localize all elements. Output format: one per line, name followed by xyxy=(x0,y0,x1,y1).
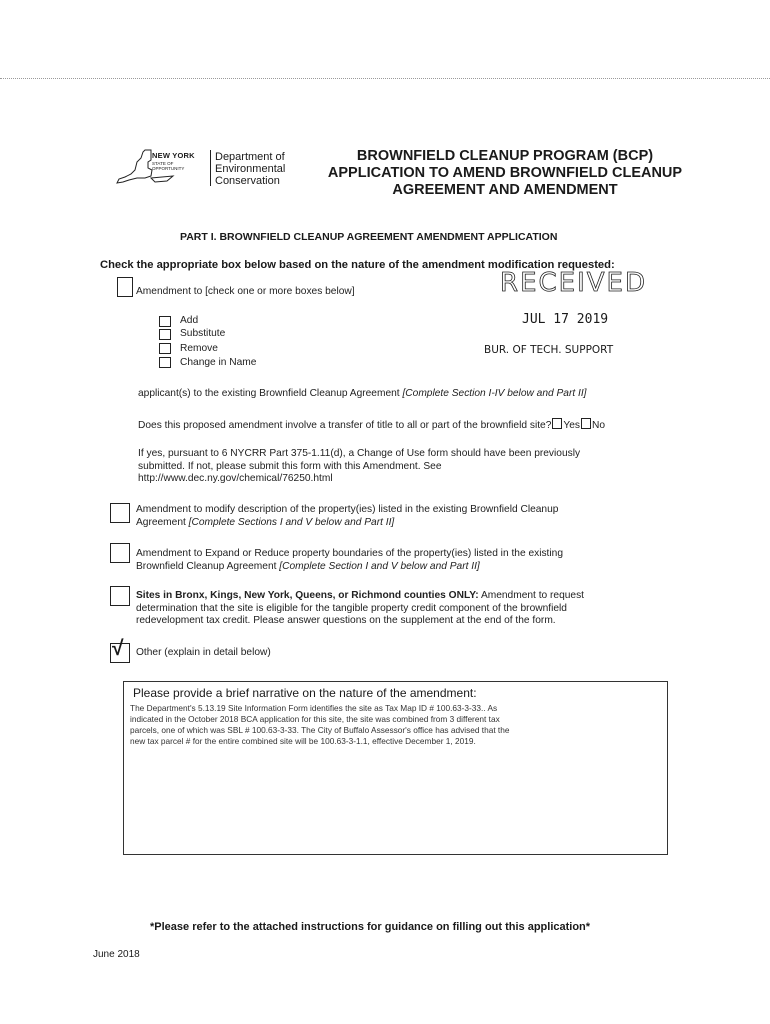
substitute-label: Substitute xyxy=(180,328,226,339)
if-yes-line2: submitted. If not, please submit this form with this Amendment. See xyxy=(138,460,442,472)
remove-checkbox[interactable] xyxy=(159,343,171,354)
yes-checkbox[interactable] xyxy=(552,418,562,429)
logo-department xyxy=(215,151,285,187)
expand-reduce-checkbox[interactable] xyxy=(110,543,130,563)
part-heading: PART I. BROWNFIELD CLEANUP AGREEMENT AMENDMENT APPLICATION xyxy=(180,231,558,243)
no-label: No xyxy=(592,420,606,431)
title-line2: APPLICATION TO AMEND BROWNFIELD CLEANUP xyxy=(327,165,683,181)
document-title xyxy=(310,148,700,199)
sites-nyc-text xyxy=(136,590,584,628)
checkmark-icon: √ xyxy=(112,637,124,660)
expand-line2-plain: Brownfield Cleanup Agreement xyxy=(136,560,280,572)
sites-bold: Sites in Bronx, Kings, New York, Queens, or Richmond counties ONLY: xyxy=(136,590,479,601)
modify-description-text xyxy=(136,504,558,529)
change-of-use-link[interactable]: http://www.dec.ny.gov/chemical/76250.html xyxy=(138,473,333,484)
narrative-heading: Please provide a brief narrative on the nature of the amendment: xyxy=(133,686,477,700)
applicant-plain: applicant(s) to the existing Brownfield Cleanup Agreement xyxy=(138,388,403,399)
modify-line2-italic: [Complete Sections I and V below and Part II] xyxy=(188,516,395,528)
sites-nyc-checkbox[interactable] xyxy=(110,586,130,606)
footer-instructions-note: *Please refer to the attached instructions for guidance on filling out this application* xyxy=(150,921,591,933)
logo-state-subtitle: STATE OF OPPORTUNITY xyxy=(152,161,185,171)
add-label: Add xyxy=(180,315,199,326)
sites-line3: redevelopment tax credit. Please answer questions on the supplement at the end of the form. xyxy=(136,615,556,626)
if-yes-line1: If yes, pursuant to 6 NYCRR Part 375-1.11(d), a Change of Use form should have been previously xyxy=(138,448,581,459)
other-label: Other (explain in detail below) xyxy=(136,647,271,658)
substitute-checkbox[interactable] xyxy=(159,329,171,340)
stamp-date: JUL 17 2019 xyxy=(522,312,609,327)
modify-line2-plain: Agreement xyxy=(136,516,189,528)
logo-divider xyxy=(210,150,211,186)
add-checkbox[interactable] xyxy=(159,316,171,327)
narrative-text xyxy=(130,703,655,747)
narrative-line1: The Department's 5.13.19 Site Information Form identifies the site as Tax Map ID # 100.63-3-33.. As xyxy=(130,703,498,713)
title-line1: BROWNFIELD CLEANUP PROGRAM (BCP) xyxy=(356,148,654,164)
change-in-name-checkbox[interactable] xyxy=(159,357,171,368)
form-date: June 2018 xyxy=(93,949,140,960)
applicant-text xyxy=(138,388,587,401)
modify-line1: Amendment to modify description of the property(ies) listed in the existing Brownfield Cleanup xyxy=(136,504,559,515)
narrative-line2: indicated in the October 2018 BCA application for this site, the site was combined from 3 different tax xyxy=(130,714,500,724)
narrative-line4: new tax parcel # for the entire combined site will be 100.63-3-1.1, effective December 1, 2019. xyxy=(130,736,476,746)
expand-line1: Amendment to Expand or Reduce property boundaries of the property(ies) listed in the existing xyxy=(136,548,563,559)
expand-reduce-text xyxy=(136,548,563,573)
applicant-italic: [Complete Section I-IV below and Part II] xyxy=(402,388,587,399)
nysdec-logo xyxy=(115,148,305,190)
no-checkbox[interactable] xyxy=(581,418,591,429)
modify-description-checkbox[interactable] xyxy=(110,503,130,523)
transfer-question xyxy=(138,418,605,433)
yes-label: Yes xyxy=(563,420,581,431)
amendment-to-label: Amendment to [check one or more boxes below] xyxy=(136,286,355,297)
sites-line1-rest: Amendment to request xyxy=(478,590,585,601)
other-checkbox[interactable] xyxy=(110,637,130,663)
logo-dept-line1: Department of xyxy=(215,151,285,163)
title-line3: AGREEMENT AND AMENDMENT xyxy=(392,182,618,198)
logo-dept-line3: Conservation xyxy=(215,175,280,187)
stamp-bureau: BUR. OF TECH. SUPPORT xyxy=(484,344,614,356)
narrative-line3: parcels, one of which was SBL # 100.63-3-33. The City of Buffalo Assessor's office has advised that the xyxy=(130,725,510,735)
transfer-question-text: Does this proposed amendment involve a transfer of title to all or part of the brownfield site? xyxy=(138,420,552,431)
if-yes-paragraph xyxy=(138,448,580,486)
expand-line2-italic: [Complete Section I and V below and Part II] xyxy=(279,560,480,572)
scan-dotted-line xyxy=(0,78,770,80)
sites-line2: determination that the site is eligible for the tangible property credit component of the brownfield xyxy=(136,602,567,614)
received-stamp: RECEIVED xyxy=(500,268,647,298)
remove-label: Remove xyxy=(180,343,218,354)
change-in-name-label: Change in Name xyxy=(180,357,257,368)
logo-dept-line2: Environmental xyxy=(215,163,286,175)
instruction-text: Check the appropriate box below based on the nature of the amendment modification requested: xyxy=(100,259,615,271)
logo-state-name: NEW YORK xyxy=(152,151,195,160)
amendment-to-checkbox[interactable] xyxy=(117,277,133,297)
